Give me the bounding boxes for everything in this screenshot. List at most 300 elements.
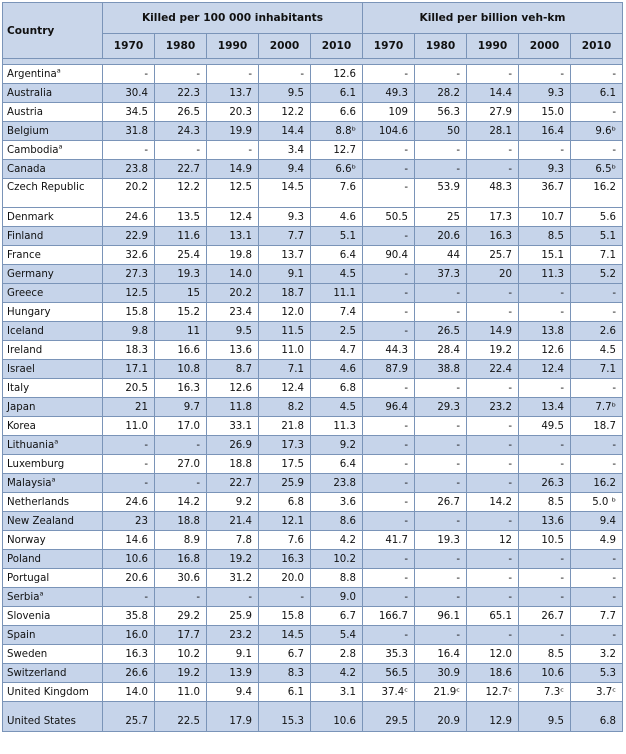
per-inhabitants-cell: 3.6 xyxy=(311,493,363,512)
per-vehkm-cell: - xyxy=(467,160,519,179)
per-inhabitants-cell: 7.7 xyxy=(259,227,311,246)
country-name: Luxemburg xyxy=(7,458,65,470)
country-cell xyxy=(3,455,103,474)
per-inhabitants-cell: 23 xyxy=(103,512,155,531)
country-cell xyxy=(3,322,103,341)
table-row xyxy=(3,160,623,179)
per-inhabitants-cell: 12.4 xyxy=(207,208,259,227)
per-vehkm-cell: 56.5 xyxy=(363,664,415,683)
per-inhabitants-cell: 13.9 xyxy=(207,664,259,683)
per-inhabitants-cell: 11.0 xyxy=(259,341,311,360)
per-inhabitants-cell: 2.8 xyxy=(311,645,363,664)
per-inhabitants-cell: 35.8 xyxy=(103,607,155,626)
per-vehkm-cell: 13.4 xyxy=(519,398,571,417)
country-cell xyxy=(3,664,103,683)
table-row xyxy=(3,626,623,645)
per-inhabitants-cell: 15.3 xyxy=(259,702,311,732)
per-inhabitants-cell: 11.0 xyxy=(155,683,207,702)
country-name: Slovenia xyxy=(7,610,51,622)
per-vehkm-cell: 9.5 xyxy=(519,702,571,732)
table-row xyxy=(3,284,623,303)
per-inhabitants-cell: 11.6 xyxy=(155,227,207,246)
per-vehkm-cell: 53.9 xyxy=(415,179,467,208)
per-vehkm-cell: 4.9 xyxy=(571,531,623,550)
per-inhabitants-cell: 8.6 xyxy=(311,512,363,531)
per-inhabitants-cell: 7.6 xyxy=(259,531,311,550)
per-vehkm-cell: - xyxy=(519,569,571,588)
per-vehkm-cell: - xyxy=(467,455,519,474)
per-vehkm-cell: - xyxy=(363,141,415,160)
per-vehkm-cell: - xyxy=(415,141,467,160)
per-vehkm-cell: 5.1 xyxy=(571,227,623,246)
country-name: Netherlands xyxy=(7,496,70,508)
per-inhabitants-cell: 8.8ᵇ xyxy=(311,122,363,141)
per-vehkm-cell: 87.9 xyxy=(363,360,415,379)
per-inhabitants-cell: 24.6 xyxy=(103,208,155,227)
per-vehkm-cell: - xyxy=(415,65,467,84)
per-vehkm-cell: 2.6 xyxy=(571,322,623,341)
per-inhabitants-cell: 25.9 xyxy=(207,607,259,626)
per-inhabitants-cell: 6.8 xyxy=(311,379,363,398)
per-inhabitants-cell: 16.6 xyxy=(155,341,207,360)
country-footnote-mark: a xyxy=(56,66,61,75)
per-inhabitants-cell: 20.2 xyxy=(103,179,155,208)
per-inhabitants-cell: 12.4 xyxy=(259,379,311,398)
country-name: Poland xyxy=(7,553,42,565)
year-header: 2000 xyxy=(259,34,311,59)
year-header: 1980 xyxy=(415,34,467,59)
per-inhabitants-cell: - xyxy=(155,141,207,160)
per-inhabitants-cell: 11.0 xyxy=(103,417,155,436)
per-vehkm-cell: 17.3 xyxy=(467,208,519,227)
per-inhabitants-cell: 7.1 xyxy=(259,360,311,379)
country-name: Norway xyxy=(7,534,46,546)
per-vehkm-cell: 35.3 xyxy=(363,645,415,664)
per-vehkm-cell: 19.2 xyxy=(467,341,519,360)
per-vehkm-cell: - xyxy=(363,227,415,246)
per-vehkm-cell: - xyxy=(363,160,415,179)
country-name: Belgium xyxy=(7,125,49,137)
per-vehkm-cell: 44 xyxy=(415,246,467,265)
per-inhabitants-cell: 33.1 xyxy=(207,417,259,436)
per-inhabitants-cell: 6.1 xyxy=(259,683,311,702)
country-name: Spain xyxy=(7,629,36,641)
per-inhabitants-cell: - xyxy=(103,65,155,84)
table-row xyxy=(3,341,623,360)
per-inhabitants-cell: 16.0 xyxy=(103,626,155,645)
per-vehkm-cell: 7.1 xyxy=(571,246,623,265)
table-row xyxy=(3,702,623,732)
per-inhabitants-cell: 22.3 xyxy=(155,84,207,103)
country-cell xyxy=(3,436,103,455)
per-inhabitants-cell: 19.8 xyxy=(207,246,259,265)
per-inhabitants-cell: 4.7 xyxy=(311,341,363,360)
per-inhabitants-cell: 9.7 xyxy=(155,398,207,417)
country-name: Canada xyxy=(7,163,46,175)
country-name: Cambodia xyxy=(7,144,59,156)
per-inhabitants-cell: 20.0 xyxy=(259,569,311,588)
per-vehkm-cell: 37.3 xyxy=(415,265,467,284)
per-inhabitants-cell: 21.4 xyxy=(207,512,259,531)
per-vehkm-cell: 37.4ᶜ xyxy=(363,683,415,702)
per-vehkm-cell: 109 xyxy=(363,103,415,122)
per-vehkm-cell: - xyxy=(571,379,623,398)
per-inhabitants-cell: 9.8 xyxy=(103,322,155,341)
table-row xyxy=(3,417,623,436)
country-name: Czech Republic xyxy=(7,182,85,193)
per-vehkm-cell: 12.7ᶜ xyxy=(467,683,519,702)
per-inhabitants-cell: 26.5 xyxy=(155,103,207,122)
per-vehkm-cell: - xyxy=(467,303,519,322)
per-inhabitants-cell: 6.7 xyxy=(311,607,363,626)
per-vehkm-cell: - xyxy=(519,436,571,455)
table-row xyxy=(3,65,623,84)
table-row xyxy=(3,436,623,455)
per-inhabitants-cell: - xyxy=(155,474,207,493)
per-vehkm-cell: 16.4 xyxy=(519,122,571,141)
per-inhabitants-cell: 4.2 xyxy=(311,531,363,550)
per-inhabitants-cell: - xyxy=(155,436,207,455)
table-container xyxy=(2,2,623,732)
per-vehkm-cell: 5.2 xyxy=(571,265,623,284)
country-cell xyxy=(3,683,103,702)
per-inhabitants-cell: 21 xyxy=(103,398,155,417)
per-inhabitants-cell: 14.0 xyxy=(207,265,259,284)
per-vehkm-cell: 9.4 xyxy=(571,512,623,531)
country-cell xyxy=(3,512,103,531)
per-vehkm-cell: 30.9 xyxy=(415,664,467,683)
per-vehkm-cell: 20.9 xyxy=(415,702,467,732)
per-vehkm-cell: - xyxy=(415,626,467,645)
per-inhabitants-cell: 14.2 xyxy=(155,493,207,512)
table-row xyxy=(3,141,623,160)
per-inhabitants-cell: 12.6 xyxy=(207,379,259,398)
country-cell xyxy=(3,246,103,265)
table-row xyxy=(3,531,623,550)
per-vehkm-cell: - xyxy=(467,284,519,303)
per-vehkm-cell: 65.1 xyxy=(467,607,519,626)
per-inhabitants-cell: 17.5 xyxy=(259,455,311,474)
year-header: 2000 xyxy=(519,34,571,59)
country-cell xyxy=(3,303,103,322)
country-name: United States xyxy=(7,716,76,727)
table-row xyxy=(3,474,623,493)
per-inhabitants-cell: - xyxy=(103,141,155,160)
per-inhabitants-cell: 19.2 xyxy=(155,664,207,683)
per-inhabitants-cell: 27.3 xyxy=(103,265,155,284)
per-vehkm-cell: - xyxy=(571,588,623,607)
per-vehkm-cell: 18.7 xyxy=(571,417,623,436)
per-vehkm-cell: - xyxy=(415,417,467,436)
per-vehkm-cell: 3.7ᶜ xyxy=(571,683,623,702)
table-row xyxy=(3,588,623,607)
per-inhabitants-cell: 10.6 xyxy=(103,550,155,569)
per-vehkm-cell: 10.5 xyxy=(519,531,571,550)
per-inhabitants-cell: 14.0 xyxy=(103,683,155,702)
table-row xyxy=(3,265,623,284)
per-inhabitants-cell: 10.6 xyxy=(311,702,363,732)
country-name: Austria xyxy=(7,106,43,118)
per-vehkm-cell: 22.4 xyxy=(467,360,519,379)
table-row xyxy=(3,455,623,474)
table-row xyxy=(3,303,623,322)
per-vehkm-cell: - xyxy=(467,626,519,645)
per-vehkm-cell: 18.6 xyxy=(467,664,519,683)
per-inhabitants-cell: 4.6 xyxy=(311,208,363,227)
country-name: Japan xyxy=(7,401,36,413)
per-inhabitants-cell: 16.3 xyxy=(103,645,155,664)
country-cell xyxy=(3,702,103,732)
per-inhabitants-cell: - xyxy=(103,455,155,474)
per-vehkm-cell: - xyxy=(467,512,519,531)
per-vehkm-cell: 49.3 xyxy=(363,84,415,103)
per-inhabitants-cell: 18.8 xyxy=(207,455,259,474)
per-inhabitants-cell: 19.3 xyxy=(155,265,207,284)
per-inhabitants-cell: 12.2 xyxy=(155,179,207,208)
per-inhabitants-cell: 22.9 xyxy=(103,227,155,246)
table-row xyxy=(3,379,623,398)
per-inhabitants-cell: 15 xyxy=(155,284,207,303)
per-inhabitants-cell: 23.8 xyxy=(103,160,155,179)
road-fatality-table xyxy=(2,2,623,732)
per-vehkm-cell: 96.4 xyxy=(363,398,415,417)
per-vehkm-cell: 96.1 xyxy=(415,607,467,626)
per-vehkm-cell: 13.8 xyxy=(519,322,571,341)
per-vehkm-cell: - xyxy=(415,379,467,398)
per-inhabitants-cell: 6.6 xyxy=(311,103,363,122)
country-cell xyxy=(3,493,103,512)
per-inhabitants-cell: 12.2 xyxy=(259,103,311,122)
per-inhabitants-cell: 13.6 xyxy=(207,341,259,360)
per-vehkm-cell: - xyxy=(519,588,571,607)
per-vehkm-cell: 15.0 xyxy=(519,103,571,122)
per-vehkm-cell: 6.8 xyxy=(571,702,623,732)
per-inhabitants-cell: 18.3 xyxy=(103,341,155,360)
per-inhabitants-cell: 15.8 xyxy=(103,303,155,322)
per-vehkm-cell: - xyxy=(519,284,571,303)
per-inhabitants-cell: 29.2 xyxy=(155,607,207,626)
per-vehkm-cell: - xyxy=(363,303,415,322)
per-vehkm-cell: 6.1 xyxy=(571,84,623,103)
country-cell xyxy=(3,398,103,417)
per-vehkm-cell: 26.3 xyxy=(519,474,571,493)
country-name: Australia xyxy=(7,87,53,99)
country-name: New Zealand xyxy=(7,515,74,527)
per-vehkm-cell: 5.3 xyxy=(571,664,623,683)
country-cell xyxy=(3,65,103,84)
per-inhabitants-cell: 8.7 xyxy=(207,360,259,379)
per-vehkm-cell: - xyxy=(571,65,623,84)
per-vehkm-cell: 48.3 xyxy=(467,179,519,208)
per-vehkm-cell: - xyxy=(571,284,623,303)
per-vehkm-cell: - xyxy=(519,141,571,160)
per-vehkm-cell: 7.7 xyxy=(571,607,623,626)
per-vehkm-cell: 49.5 xyxy=(519,417,571,436)
per-vehkm-cell: 7.3ᶜ xyxy=(519,683,571,702)
per-inhabitants-cell: 20.3 xyxy=(207,103,259,122)
country-footnote-mark: a xyxy=(39,589,44,598)
per-vehkm-cell: - xyxy=(363,322,415,341)
per-inhabitants-cell: 13.7 xyxy=(259,246,311,265)
per-vehkm-cell: 26.5 xyxy=(415,322,467,341)
country-name: United Kingdom xyxy=(7,686,89,698)
per-vehkm-cell: - xyxy=(467,474,519,493)
per-vehkm-cell: 8.5 xyxy=(519,493,571,512)
per-vehkm-cell: 28.4 xyxy=(415,341,467,360)
per-vehkm-cell: - xyxy=(415,512,467,531)
per-inhabitants-cell: 3.1 xyxy=(311,683,363,702)
per-vehkm-cell: 38.8 xyxy=(415,360,467,379)
per-vehkm-cell: 16.4 xyxy=(415,645,467,664)
per-vehkm-cell: 29.3 xyxy=(415,398,467,417)
per-inhabitants-cell: 21.8 xyxy=(259,417,311,436)
per-inhabitants-cell: 34.5 xyxy=(103,103,155,122)
per-inhabitants-cell: 4.6 xyxy=(311,360,363,379)
per-inhabitants-cell: 32.6 xyxy=(103,246,155,265)
country-name: France xyxy=(7,249,41,261)
table-row xyxy=(3,227,623,246)
per-vehkm-cell: 25 xyxy=(415,208,467,227)
per-vehkm-cell: - xyxy=(363,493,415,512)
per-inhabitants-cell: 23.8 xyxy=(311,474,363,493)
per-vehkm-cell: 9.3 xyxy=(519,84,571,103)
country-name: Sweden xyxy=(7,648,48,660)
per-inhabitants-cell: 25.9 xyxy=(259,474,311,493)
table-row xyxy=(3,103,623,122)
per-vehkm-cell: 7.7ᵇ xyxy=(571,398,623,417)
per-inhabitants-cell: 6.4 xyxy=(311,246,363,265)
country-footnote-mark: a xyxy=(51,475,56,484)
per-vehkm-cell: - xyxy=(571,455,623,474)
per-vehkm-cell: 9.6ᵇ xyxy=(571,122,623,141)
per-vehkm-cell: 26.7 xyxy=(519,607,571,626)
per-inhabitants-cell: 9.5 xyxy=(207,322,259,341)
table-row xyxy=(3,179,623,208)
per-vehkm-cell: 28.2 xyxy=(415,84,467,103)
table-row xyxy=(3,84,623,103)
per-inhabitants-cell: 8.8 xyxy=(311,569,363,588)
per-inhabitants-cell: 13.5 xyxy=(155,208,207,227)
per-inhabitants-cell: 9.2 xyxy=(207,493,259,512)
per-inhabitants-cell: 17.3 xyxy=(259,436,311,455)
per-inhabitants-cell: 16.3 xyxy=(259,550,311,569)
per-inhabitants-cell: - xyxy=(103,588,155,607)
country-name: Switzerland xyxy=(7,667,67,679)
per-vehkm-cell: 90.4 xyxy=(363,246,415,265)
per-vehkm-cell: 4.5 xyxy=(571,341,623,360)
per-inhabitants-cell: 12.1 xyxy=(259,512,311,531)
per-vehkm-cell: 29.5 xyxy=(363,702,415,732)
per-inhabitants-cell: 5.1 xyxy=(311,227,363,246)
per-vehkm-cell: 20.6 xyxy=(415,227,467,246)
per-vehkm-cell: - xyxy=(363,65,415,84)
per-vehkm-cell: 26.7 xyxy=(415,493,467,512)
per-vehkm-cell: - xyxy=(519,303,571,322)
per-inhabitants-cell: 25.4 xyxy=(155,246,207,265)
per-vehkm-cell: 19.3 xyxy=(415,531,467,550)
country-cell xyxy=(3,84,103,103)
country-footnote-mark: a xyxy=(58,142,63,151)
per-vehkm-cell: 12 xyxy=(467,531,519,550)
per-vehkm-cell: - xyxy=(363,512,415,531)
per-inhabitants-cell: 16.3 xyxy=(155,379,207,398)
per-vehkm-cell: 50 xyxy=(415,122,467,141)
per-vehkm-cell: - xyxy=(467,436,519,455)
per-inhabitants-cell: 19.9 xyxy=(207,122,259,141)
table-row xyxy=(3,122,623,141)
per-inhabitants-cell: 4.5 xyxy=(311,265,363,284)
per-vehkm-cell: - xyxy=(571,141,623,160)
per-inhabitants-cell: 20.6 xyxy=(103,569,155,588)
table-row xyxy=(3,322,623,341)
per-inhabitants-cell: 10.2 xyxy=(155,645,207,664)
per-vehkm-cell: - xyxy=(467,417,519,436)
country-cell xyxy=(3,417,103,436)
per-vehkm-cell: - xyxy=(571,303,623,322)
per-inhabitants-cell: 31.2 xyxy=(207,569,259,588)
per-vehkm-cell: 166.7 xyxy=(363,607,415,626)
country-name: Germany xyxy=(7,268,54,280)
year-header: 1970 xyxy=(103,34,155,59)
per-inhabitants-cell: 22.7 xyxy=(207,474,259,493)
per-vehkm-cell: 5.0 ᵇ xyxy=(571,493,623,512)
per-inhabitants-cell: 6.8 xyxy=(259,493,311,512)
country-cell xyxy=(3,227,103,246)
per-inhabitants-cell: 11.5 xyxy=(259,322,311,341)
per-vehkm-cell: 28.1 xyxy=(467,122,519,141)
country-name: Denmark xyxy=(7,211,54,223)
per-vehkm-cell: 13.6 xyxy=(519,512,571,531)
per-inhabitants-cell: 22.5 xyxy=(155,702,207,732)
country-cell xyxy=(3,208,103,227)
per-vehkm-cell: 36.7 xyxy=(519,179,571,208)
table-row xyxy=(3,493,623,512)
per-inhabitants-cell: 14.9 xyxy=(207,160,259,179)
per-inhabitants-cell: 9.1 xyxy=(207,645,259,664)
country-name: Finland xyxy=(7,230,44,242)
per-inhabitants-cell: 8.3 xyxy=(259,664,311,683)
per-inhabitants-cell: 31.8 xyxy=(103,122,155,141)
per-vehkm-cell: - xyxy=(519,550,571,569)
per-inhabitants-cell: 10.8 xyxy=(155,360,207,379)
per-vehkm-cell: 44.3 xyxy=(363,341,415,360)
vehkm-group-header: Killed per billion veh-km xyxy=(363,3,623,34)
per-inhabitants-cell: 4.5 xyxy=(311,398,363,417)
table-row xyxy=(3,607,623,626)
per-inhabitants-cell: 9.0 xyxy=(311,588,363,607)
per-vehkm-cell: 10.7 xyxy=(519,208,571,227)
per-vehkm-cell: - xyxy=(363,179,415,208)
per-inhabitants-cell: 22.7 xyxy=(155,160,207,179)
per-inhabitants-cell: - xyxy=(207,588,259,607)
per-vehkm-cell: - xyxy=(415,436,467,455)
per-vehkm-cell: 8.5 xyxy=(519,227,571,246)
country-name: Portugal xyxy=(7,572,50,584)
table-row xyxy=(3,664,623,683)
per-vehkm-cell: - xyxy=(467,141,519,160)
year-header: 1990 xyxy=(467,34,519,59)
year-header: 1970 xyxy=(363,34,415,59)
per-vehkm-cell: 56.3 xyxy=(415,103,467,122)
table-row xyxy=(3,550,623,569)
per-inhabitants-cell: 7.4 xyxy=(311,303,363,322)
per-vehkm-cell: 6.5ᵇ xyxy=(571,160,623,179)
country-name: Ireland xyxy=(7,344,43,356)
per-inhabitants-cell: 17.0 xyxy=(155,417,207,436)
country-name: Italy xyxy=(7,382,30,394)
per-inhabitants-cell: 24.3 xyxy=(155,122,207,141)
per-inhabitants-cell: 7.6 xyxy=(311,179,363,208)
